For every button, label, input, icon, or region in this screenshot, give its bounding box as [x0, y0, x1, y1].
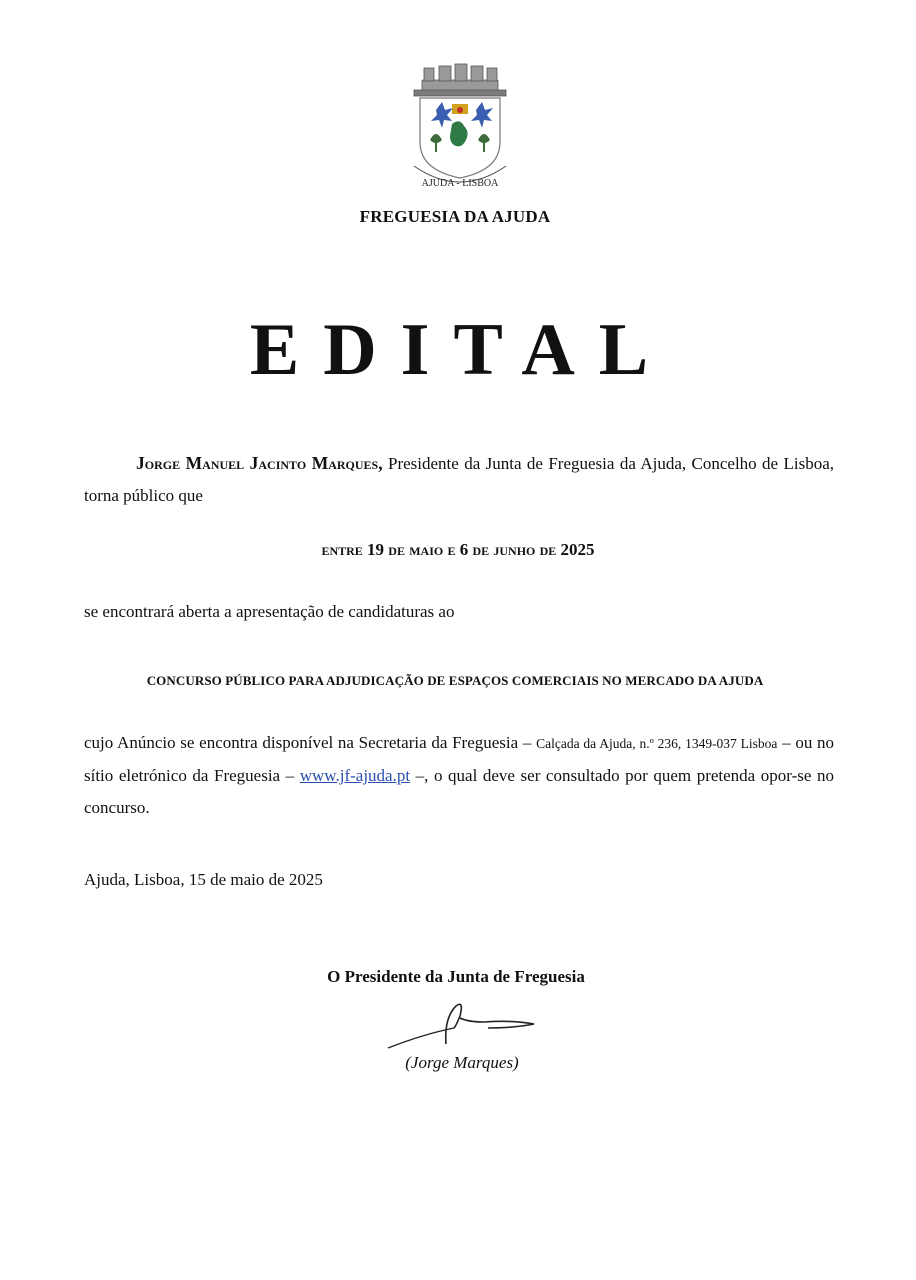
contest-title: CONCURSO PÚBLICO PARA ADJUDICAÇÃO DE ESPAÇOS COMERCIAIS NO MERCADO DA AJUDA — [146, 673, 764, 688]
parish-name: FREGUESIA DA AJUDA — [359, 207, 551, 226]
handwritten-signature — [384, 998, 544, 1058]
signatory-name: (Jorge Marques) — [405, 1053, 519, 1072]
motto-text: AJUDA - LISBOA — [421, 178, 499, 189]
notice-text-1: cujo Anúncio se encontra disponível na Secretaria da Freguesia – — [84, 733, 532, 752]
coat-of-arms-image — [400, 62, 520, 194]
website-link[interactable]: www.jf-ajuda.pt — [299, 766, 411, 785]
mural-crown-icon — [414, 64, 506, 96]
notice-paragraph — [84, 727, 834, 824]
signatory-title: O Presidente da Junta de Freguesia — [327, 967, 585, 986]
president-name: Jorge Manuel Jacinto Marques, — [136, 453, 383, 473]
document-title: EDITAL — [249, 309, 673, 391]
office-address: Calçada da Ajuda, n.º 236, 1349-037 Lisboa — [536, 736, 778, 751]
crown-icon — [452, 104, 468, 114]
notice-text-2: – ou no sítio eletrónico da Freguesia – — [84, 733, 835, 785]
application-period: entre 19 de maio e 6 de junho de 2025 — [321, 540, 595, 559]
place-date: Ajuda, Lisboa, 15 de maio de 2025 — [84, 870, 323, 889]
notice-text-3: –, o qual deve ser consultado por quem pretenda opor-se no concurso. — [84, 766, 835, 817]
intro-text: Presidente da Junta de Freguesia da Ajuda, Concelho de Lisboa, torna público que — [84, 454, 835, 505]
open-text: se encontrará aberta a apresentação de candidaturas ao — [84, 602, 455, 621]
intro-paragraph — [84, 447, 834, 512]
